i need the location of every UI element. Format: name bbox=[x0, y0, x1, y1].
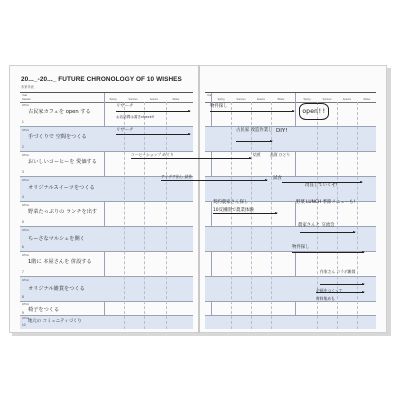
page-title: 20..._-20..._ FUTURE CHRONOLOGY OF 10 WISHES bbox=[21, 76, 182, 83]
timeline-arrow bbox=[161, 180, 267, 181]
note-idea: アイデア出し 試作 bbox=[161, 174, 193, 179]
note-lunch: 野菜 LUNCH 季節メニューも! bbox=[296, 200, 356, 205]
wish-text: 古民家カフェを open する bbox=[28, 109, 91, 115]
note-market: 農家さんと 交流会 bbox=[298, 223, 335, 228]
wish-label: WISH bbox=[22, 204, 29, 207]
wish-label: WISH bbox=[22, 317, 29, 320]
season-gridline bbox=[357, 102, 358, 329]
note-research-detail: お店訪問は書きcheck!! bbox=[116, 115, 155, 119]
timeline-arrow bbox=[213, 213, 277, 214]
left-page bbox=[20, 92, 193, 328]
open-badge: open!! bbox=[299, 103, 329, 120]
wish-row bbox=[20, 202, 193, 227]
timeline-arrow bbox=[292, 252, 364, 253]
season-winter: Winter bbox=[363, 98, 371, 101]
note-research: リサーチ bbox=[116, 104, 134, 109]
wish-text: 1階に 本屋さんを 併設する bbox=[28, 259, 92, 265]
season-autumn: Autumn bbox=[342, 98, 352, 101]
season-gridline bbox=[271, 102, 272, 329]
planner-spine bbox=[198, 65, 200, 333]
wish-text: 野菜たっぷりの ランチを出す bbox=[28, 209, 98, 215]
wish-row bbox=[20, 302, 193, 316]
note-reserve: 品質 ひとり bbox=[270, 152, 291, 157]
wish-text: オリジナル雑貨をつくる bbox=[28, 286, 85, 292]
timeline-arrow bbox=[316, 292, 364, 293]
note-restore: 古民家 改造作業し bbox=[236, 128, 273, 133]
season-gridline bbox=[124, 102, 125, 329]
note-chair: 企画をつくって bbox=[316, 288, 343, 293]
timeline-arrow bbox=[131, 158, 251, 159]
wish-row bbox=[20, 252, 193, 277]
note-chair-materials: 材料集めも bbox=[316, 296, 335, 301]
wish-number: 10 bbox=[22, 323, 26, 327]
note-farm: 契約農家さん探し bbox=[213, 200, 249, 205]
left-table bbox=[20, 92, 193, 329]
timeline-arrow bbox=[320, 284, 364, 285]
timeline-arrow bbox=[210, 111, 294, 112]
wish-label: WISH bbox=[22, 104, 29, 107]
wish-label: WISH bbox=[22, 303, 29, 306]
wish-label: WISH bbox=[22, 154, 29, 157]
note-research: リサーチ bbox=[116, 128, 134, 133]
wish-number: 9 bbox=[22, 311, 24, 315]
note-diy: DIY! bbox=[276, 128, 288, 134]
year-label: Year bbox=[207, 93, 213, 97]
wish-row bbox=[20, 102, 193, 127]
season-winter: Winter bbox=[172, 98, 180, 101]
page-subtitle: 未来年表 bbox=[21, 85, 34, 89]
season-spring: Spring bbox=[109, 98, 117, 101]
wish-number: 8 bbox=[22, 295, 24, 299]
timeline-arrow bbox=[300, 232, 355, 233]
wish-label: WISH bbox=[22, 254, 29, 257]
season-summer: Summer bbox=[236, 98, 246, 101]
season-gridline bbox=[166, 102, 167, 329]
wish-text: オリジナルスイーツをつくる bbox=[28, 185, 95, 191]
season-winter: Winter bbox=[277, 98, 285, 101]
season-autumn: Autumn bbox=[256, 98, 266, 101]
note-goods: 作家さん コラボ雑貨 bbox=[320, 269, 356, 274]
year-label: Year bbox=[22, 93, 28, 97]
season-gridline bbox=[337, 102, 338, 329]
wish-label: WISH bbox=[22, 179, 29, 182]
wish-text: 椅子をつくる bbox=[28, 307, 60, 313]
season-spring: Spring bbox=[217, 98, 225, 101]
timeline-arrow bbox=[116, 111, 190, 112]
wish-number: 3 bbox=[22, 170, 24, 174]
note-bookstore: 物件探し bbox=[292, 245, 310, 250]
wish-number: 2 bbox=[22, 145, 24, 149]
wish-number: 1 bbox=[22, 120, 24, 124]
season-gridline bbox=[317, 102, 318, 329]
wish-row bbox=[20, 127, 193, 152]
wish-text: 地元の コミュニティづくり bbox=[28, 319, 82, 324]
note-trial: 試食 bbox=[273, 176, 282, 181]
wish-text: ちーさなマルシェを開く bbox=[28, 236, 85, 242]
season-summer: Summer bbox=[322, 98, 332, 101]
wish-number: 4 bbox=[22, 195, 24, 199]
season-gridline bbox=[144, 102, 145, 329]
wish-row bbox=[20, 227, 193, 252]
note-property: 物件探し bbox=[210, 104, 228, 109]
season-summer: Summer bbox=[128, 98, 138, 101]
wish-number: 5 bbox=[22, 220, 24, 224]
timeline-arrow bbox=[116, 134, 190, 135]
season-autumn: Autumn bbox=[149, 98, 159, 101]
wish-text: 手づくりで 空間をつくる bbox=[28, 134, 87, 140]
season-gridline bbox=[251, 102, 252, 329]
wish-row bbox=[20, 277, 193, 302]
wish-label: WISH bbox=[22, 129, 29, 132]
note-improve: 改良していくぞ! bbox=[305, 183, 338, 188]
note-coffee-shop: コーヒーショップ めぐり bbox=[131, 152, 174, 157]
wish-row bbox=[20, 316, 193, 329]
note-stock: 焙煎 bbox=[253, 152, 261, 157]
season-gridline bbox=[231, 102, 232, 329]
wish-label: WISH bbox=[22, 279, 29, 282]
season-label: Season bbox=[22, 98, 31, 101]
wish-text: おいしいコーヒーを 愛価する bbox=[28, 159, 97, 165]
season-spring: Spring bbox=[303, 98, 311, 101]
wish-label: WISH bbox=[22, 229, 29, 232]
wish-number: 7 bbox=[22, 270, 24, 274]
wish-number: 6 bbox=[22, 245, 24, 249]
timeline-arrow bbox=[236, 141, 272, 142]
note-farm-experience: 10反圃園で農業体験 bbox=[213, 208, 254, 213]
